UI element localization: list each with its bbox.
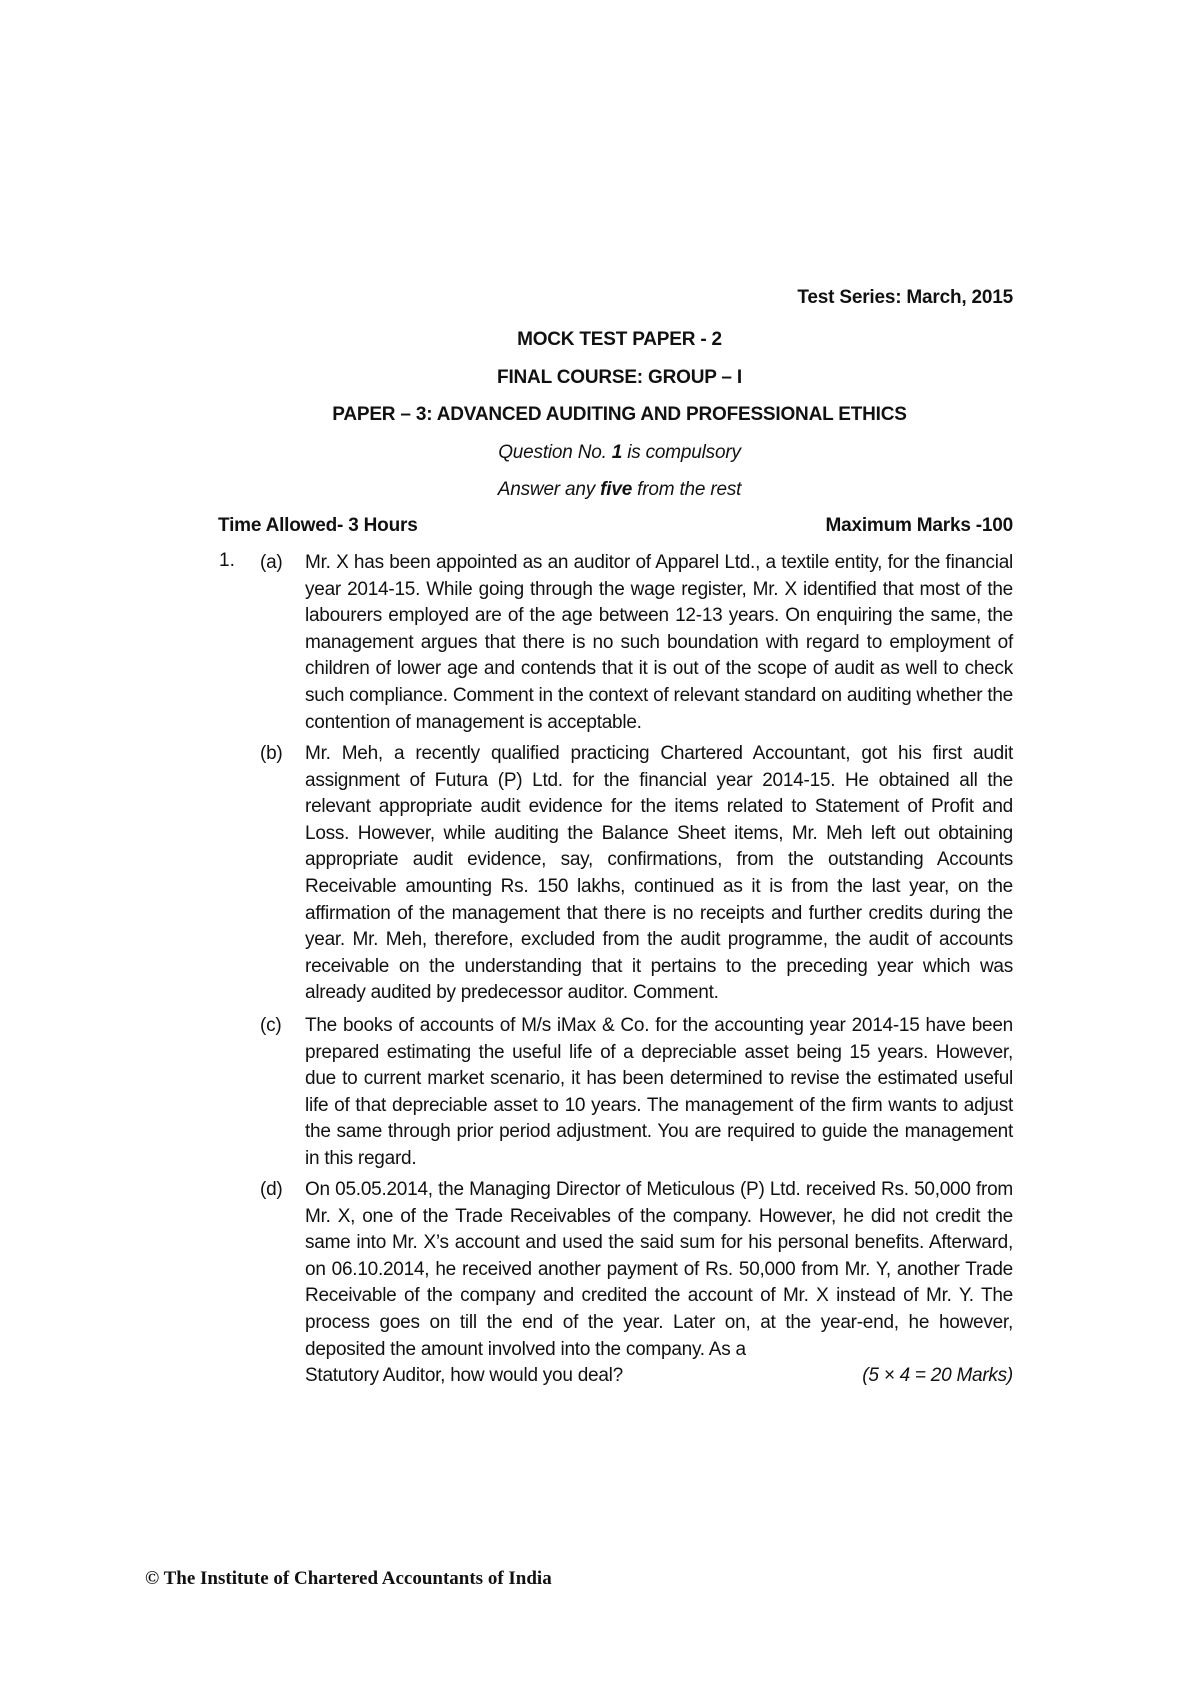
- test-series-label: Test Series: March, 2015: [797, 287, 1013, 308]
- instruction-answer-prefix: Answer any: [497, 479, 601, 500]
- part-label: (a): [260, 552, 283, 573]
- part-text: On 05.05.2014, the Managing Director of Meticulous (P) Ltd. received Rs. 50,000 from Mr. X, one of the Trade Receivables of the company. However, he did not credit the same into Mr. X’s account and used the said sum for his personal benefits. Afterward, on 06.10.2014, he received another payment of Rs. 50,000 from Mr. Y, another Trade Receivable of the company and credited the account of Mr. X instead of Mr. Y. The process goes on till the end of the year. Later on, at the year-end, he however, deposited the amount involved into the company. As a: [305, 1179, 1013, 1360]
- part-text: Mr. Meh, a recently qualified practicing Chartered Accountant, got his first audit assignment of Futura (P) Ltd. for the financial year 2014-15. He obtained all the relevant appropriate audit evidence for the items related to Statement of Profit and Loss. However, while auditing the Balance Sheet items, Mr. Meh left out obtaining appropriate audit evidence, say, confirmations, from the outstanding Accounts Receivable amounting Rs. 150 lakhs, continued as it is from the last year, on the affirmation of the management that there is no receipts and further credits during the year. Mr. Meh, therefore, excluded from the audit programme, the audit of accounts receivable on the understanding that it pertains to the preceding year which was already audited by predecessor auditor. Comment.: [305, 743, 1013, 1004]
- maximum-marks: Maximum Marks -100: [825, 515, 1013, 536]
- question-part-a: [260, 550, 1013, 736]
- time-allowed: Time Allowed- 3 Hours: [218, 515, 418, 536]
- instruction-answer-count: five: [600, 479, 633, 500]
- question-part-c: [260, 1013, 1013, 1173]
- part-text: The books of accounts of M/s iMax & Co. for the accounting year 2014-15 have been prepared estimating the useful life of a depreciable asset being 15 years. However, due to current market scenario, it has been determined to revise the estimated useful life of that depreciable asset to 10 years. The management of the firm wants to adjust the same through prior period adjustment. You are required to guide the management in this regard.: [305, 1015, 1013, 1169]
- copyright-footer: © The Institute of Chartered Accountants of India: [145, 1568, 552, 1589]
- question-part-b: [260, 741, 1013, 1007]
- instruction-compulsory: [24, 442, 1191, 464]
- marks-allocation: (5 × 4 = 20 Marks): [862, 1365, 1013, 1387]
- exam-meta-row: [218, 515, 1013, 537]
- instruction-answer-suffix: from the rest: [632, 479, 742, 500]
- part-text: Mr. X has been appointed as an auditor of Apparel Ltd., a textile entity, for the financial year 2014-15. While going through the wage register, Mr. X identified that most of the labourers employed are of the age between 12-13 years. On enquiring the same, the management argues that there is no such boundation with regard to employment of children of lower age and contends that it is out of the scope of audit as well to check such compliance. Comment in the context of relevant standard on auditing whether the contention of management is acceptable.: [305, 552, 1013, 733]
- part-body: [305, 1177, 1013, 1390]
- instruction-answer-any: [24, 479, 1191, 501]
- question-part-d: [260, 1177, 1013, 1390]
- instruction-compulsory-number: 1: [611, 442, 623, 463]
- part-last-line: [305, 1363, 1013, 1390]
- part-label: (b): [260, 743, 283, 764]
- instruction-compulsory-prefix: Question No.: [498, 442, 612, 463]
- part-label: (d): [260, 1179, 283, 1200]
- paper-name: PAPER – 3: ADVANCED AUDITING AND PROFESSIONAL ETHICS: [332, 404, 907, 425]
- course-title: FINAL COURSE: GROUP – I: [497, 367, 742, 388]
- instruction-compulsory-suffix: is compulsory: [622, 442, 741, 463]
- paper-title: MOCK TEST PAPER - 2: [517, 329, 722, 350]
- question-number: 1.: [219, 550, 235, 571]
- part-last-line-text: Statutory Auditor, how would you deal?: [305, 1365, 623, 1387]
- part-label: (c): [260, 1015, 282, 1036]
